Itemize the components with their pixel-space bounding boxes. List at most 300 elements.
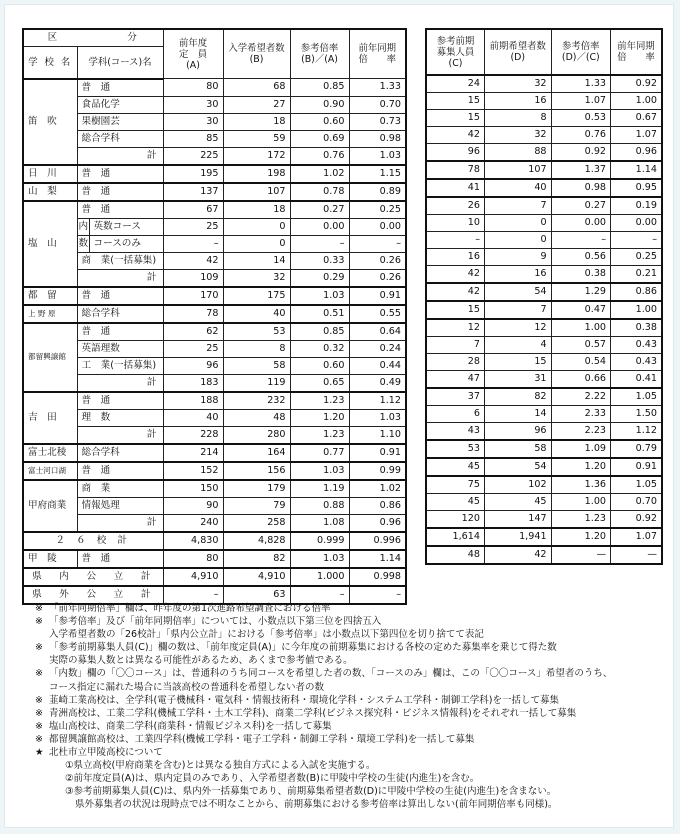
- table-row: [426, 406, 662, 423]
- table-row: [426, 266, 662, 284]
- applicants-b: 48: [223, 409, 290, 426]
- subtotal-label: 計: [77, 374, 163, 392]
- capacity-a: 170: [163, 287, 223, 305]
- capacity-a: 225: [163, 147, 223, 165]
- early-capacity-c: 6: [426, 406, 484, 423]
- header-col-prev-line2: 倍 率: [358, 54, 397, 65]
- prev-ratio: 0.91: [349, 444, 406, 462]
- table-row: [426, 179, 662, 197]
- early-applicants-d: 0: [484, 232, 551, 249]
- prev-ratio: 0.44: [349, 357, 406, 374]
- applicants-b: 119: [223, 374, 290, 392]
- note-text: ②前年度定員(A)は、県内定員のみであり、入学希望者数(B)に甲陵中学校の生徒(内進生)を含む。: [65, 773, 480, 785]
- header-kubun: 区 分: [23, 29, 163, 46]
- ratio-ba: 0.999: [290, 532, 349, 550]
- school-name: 甲 陵: [23, 550, 77, 568]
- header-col-c-line1: 参考前期: [436, 35, 475, 47]
- prev-ratio: 0.996: [349, 532, 406, 550]
- applicants-b: 18: [223, 113, 290, 130]
- capacity-a: 4,910: [163, 568, 223, 586]
- note-mark: ※: [35, 616, 43, 628]
- footnote: [35, 681, 675, 694]
- table-row: [23, 113, 406, 130]
- header-col-d: [484, 29, 551, 75]
- table-row: [426, 161, 662, 179]
- footnotes: [35, 602, 675, 812]
- school-name: 富士北稜: [23, 444, 77, 462]
- early-applicants-d: 107: [484, 161, 551, 179]
- prev-ratio-right: 1.07: [611, 528, 662, 546]
- table-row: [426, 528, 662, 546]
- ratio-dc: 1.00: [551, 319, 611, 337]
- ratio-dc: —: [551, 546, 611, 564]
- prev-ratio-right: 1.05: [611, 476, 662, 494]
- ratio-dc: 2.23: [551, 423, 611, 441]
- ratio-dc: 0.76: [551, 127, 611, 144]
- early-applicants-d: 32: [484, 75, 551, 93]
- table-row: [23, 374, 406, 392]
- footnote: [35, 707, 675, 720]
- ratio-ba: 0.78: [290, 183, 349, 201]
- note-text: 「参考倍率」及び「前年同期倍率」については、小数点以下第三位を四捨五入: [49, 616, 382, 628]
- prev-ratio-right: 1.50: [611, 406, 662, 423]
- note-mark: ※: [35, 668, 43, 680]
- header-col-ratio-dc-line1: 参考倍率: [562, 41, 600, 52]
- early-capacity-c: 48: [426, 546, 484, 564]
- capacity-a: –: [163, 235, 223, 252]
- table-row: [23, 409, 406, 426]
- ratio-ba: –: [290, 586, 349, 604]
- ratio-dc: 0.38: [551, 266, 611, 284]
- school-name: 笛 吹: [23, 79, 77, 165]
- course-name: 普 通: [77, 183, 163, 201]
- table-row: [426, 476, 662, 494]
- early-applicants-d: 4: [484, 337, 551, 354]
- prev-ratio: 1.03: [349, 147, 406, 165]
- table-row: [23, 532, 406, 550]
- applicants-b: 63: [223, 586, 290, 604]
- ratio-dc: 0.98: [551, 179, 611, 197]
- subtotal-label: 計: [77, 426, 163, 444]
- applicants-b: 164: [223, 444, 290, 462]
- applicant-table-right: [425, 28, 663, 565]
- prev-ratio: 1.03: [349, 409, 406, 426]
- ratio-ba: 1.08: [290, 514, 349, 532]
- prev-ratio: 0.86: [349, 497, 406, 514]
- header-col-a-line1: 前年度: [178, 37, 208, 49]
- ratio-dc: 1.20: [551, 458, 611, 476]
- early-capacity-c: 1,614: [426, 528, 484, 546]
- ratio-ba: 0.88: [290, 497, 349, 514]
- table-row: [23, 147, 406, 165]
- header-col-ratio-dc-line2: (D)／(C): [561, 52, 600, 63]
- naisu-marker: 内: [77, 218, 89, 235]
- early-capacity-c: 45: [426, 494, 484, 511]
- capacity-a: 228: [163, 426, 223, 444]
- table-row: [23, 218, 406, 235]
- early-capacity-c: 15: [426, 110, 484, 127]
- ratio-dc: 0.47: [551, 301, 611, 319]
- prev-ratio-right: —: [611, 546, 662, 564]
- prev-ratio-right: 0.95: [611, 179, 662, 197]
- early-applicants-d: 96: [484, 423, 551, 441]
- ratio-dc: –: [551, 232, 611, 249]
- prev-ratio: 0.00: [349, 218, 406, 235]
- footnote: [35, 720, 675, 733]
- note-text: 「参考前期募集人員(C)」欄の数は、「前年度定員(A)」に今年度の前期募集における各校の定めた募集率を乗じて得た数: [49, 642, 557, 654]
- early-capacity-c: 26: [426, 197, 484, 215]
- early-capacity-c: 43: [426, 423, 484, 441]
- table-row: [23, 305, 406, 323]
- ratio-ba: 1.03: [290, 287, 349, 305]
- note-text: 「前年同期倍率」欄は、昨年度の第1次進路希望調査における倍率: [49, 603, 331, 614]
- table-row: [426, 249, 662, 266]
- course-name: 普 通: [77, 165, 163, 183]
- note-text: 入学希望者数の「26校計」「県内公立計」における「参考倍率」は小数点以下第四位を切り捨てて表記: [49, 629, 484, 641]
- prev-ratio-right: 1.07: [611, 127, 662, 144]
- school-name: 上 野 原: [23, 305, 77, 323]
- header-col-b-line1: 入学希望者数: [228, 43, 285, 54]
- capacity-a: 90: [163, 497, 223, 514]
- ratio-dc: 0.54: [551, 354, 611, 371]
- table-row: [23, 323, 406, 341]
- ratio-ba: 0.65: [290, 374, 349, 392]
- prev-ratio: 0.73: [349, 113, 406, 130]
- ratio-dc: 0.27: [551, 197, 611, 215]
- ratio-dc: 1.20: [551, 528, 611, 546]
- table-row: [426, 423, 662, 441]
- ratio-ba: 0.60: [290, 357, 349, 374]
- capacity-a: –: [163, 586, 223, 604]
- table-row: [426, 93, 662, 110]
- note-text: 県外募集者の状況は現時点では不明なことから、前期募集における参考倍率は算出しない(前年同期倍率も同様)。: [75, 799, 558, 811]
- course-name: 普 通: [77, 550, 163, 568]
- table-row: [23, 287, 406, 305]
- table-row: [426, 197, 662, 215]
- early-capacity-c: 42: [426, 266, 484, 284]
- capacity-a: 109: [163, 269, 223, 287]
- ratio-ba: 1.23: [290, 426, 349, 444]
- applicants-b: 40: [223, 305, 290, 323]
- prev-ratio: 0.55: [349, 305, 406, 323]
- note-text: ③参考前期募集人員(C)は、県内外一括募集であり、前期募集希望者数(D)に甲陵中学校の生徒(内進生)を含まない。: [65, 786, 557, 798]
- ratio-dc: 1.33: [551, 75, 611, 93]
- prev-ratio-right: 0.92: [611, 511, 662, 529]
- header-col-ratio: [290, 29, 349, 79]
- early-capacity-c: 78: [426, 161, 484, 179]
- table-row: [23, 165, 406, 183]
- footnote: [35, 759, 675, 772]
- early-capacity-c: 120: [426, 511, 484, 529]
- applicants-b: 258: [223, 514, 290, 532]
- capacity-a: 96: [163, 357, 223, 374]
- subtotal-label: 計: [77, 514, 163, 532]
- ratio-dc: 1.37: [551, 161, 611, 179]
- prev-ratio-right: 1.00: [611, 93, 662, 110]
- course-name: 英語理数: [77, 340, 163, 357]
- prev-ratio: 1.14: [349, 550, 406, 568]
- applicants-b: 4,828: [223, 532, 290, 550]
- prev-ratio-right: 1.05: [611, 388, 662, 406]
- prev-ratio-right: 1.12: [611, 423, 662, 441]
- table-row: [426, 232, 662, 249]
- ratio-dc: 1.00: [551, 494, 611, 511]
- early-capacity-c: 7: [426, 337, 484, 354]
- early-applicants-d: 88: [484, 144, 551, 162]
- table-row: [23, 183, 406, 201]
- note-mark: ※: [35, 694, 43, 706]
- prev-ratio-right: 0.86: [611, 283, 662, 301]
- ratio-ba: 0.00: [290, 218, 349, 235]
- header-col-a: [163, 29, 223, 79]
- header-col-a-line2: 定 員: [178, 48, 208, 60]
- header-col-d-line2: (D): [510, 52, 526, 63]
- ratio-dc: 1.23: [551, 511, 611, 529]
- applicants-b: 232: [223, 392, 290, 410]
- capacity-a: 240: [163, 514, 223, 532]
- prev-ratio: 0.70: [349, 96, 406, 113]
- table-row: [23, 252, 406, 269]
- prev-ratio: 0.91: [349, 287, 406, 305]
- ratio-dc: 1.09: [551, 440, 611, 458]
- applicants-b: 53: [223, 323, 290, 341]
- course-name: 普 通: [77, 201, 163, 219]
- footnote: [35, 641, 675, 654]
- prev-ratio-right: 1.14: [611, 161, 662, 179]
- table-row: [23, 497, 406, 514]
- footnote: [35, 694, 675, 707]
- ratio-dc: 0.66: [551, 371, 611, 389]
- table-row: [426, 337, 662, 354]
- header-col-ratio-dc: [551, 29, 611, 75]
- header-col-b-line2: (B): [249, 54, 264, 65]
- prev-ratio: –: [349, 586, 406, 604]
- ratio-ba: 0.32: [290, 340, 349, 357]
- prev-ratio: 0.24: [349, 340, 406, 357]
- early-applicants-d: 14: [484, 406, 551, 423]
- header-course-name: 学科(コース)名: [77, 46, 163, 78]
- prev-ratio-right: 0.43: [611, 354, 662, 371]
- early-capacity-c: 45: [426, 458, 484, 476]
- note-text: コース指定に漏れた場合に当該高校の普通科を希望しない者の数: [49, 681, 325, 693]
- table-row: [426, 494, 662, 511]
- table-row: [426, 371, 662, 389]
- table-row: [426, 354, 662, 371]
- header-col-a-line3: (A): [186, 59, 200, 71]
- table-row: [23, 130, 406, 147]
- applicants-b: 172: [223, 147, 290, 165]
- note-mark: ※: [35, 642, 43, 654]
- note-mark: ※: [35, 603, 43, 614]
- ratio-dc: 1.36: [551, 476, 611, 494]
- prev-ratio-right: 0.41: [611, 371, 662, 389]
- prev-ratio-right: 0.00: [611, 215, 662, 232]
- capacity-a: 62: [163, 323, 223, 341]
- header-school-name: 学 校 名: [23, 46, 77, 78]
- note-text: 「内数」欄の「〇〇コース」は、普通科のうち同コースを希望した者の数、「コースのみ」欄は、この「〇〇コース」希望者のうち、: [49, 668, 613, 680]
- prev-ratio-right: 0.21: [611, 266, 662, 284]
- early-capacity-c: 10: [426, 215, 484, 232]
- capacity-a: 25: [163, 340, 223, 357]
- applicants-b: 8: [223, 340, 290, 357]
- applicants-b: 280: [223, 426, 290, 444]
- ratio-ba: –: [290, 235, 349, 252]
- prev-ratio: 0.98: [349, 130, 406, 147]
- subtotal-label: 計: [77, 269, 163, 287]
- ratio-ba: 1.20: [290, 409, 349, 426]
- header-col-prev-right-line2: 倍 率: [617, 52, 655, 63]
- table-row: [426, 319, 662, 337]
- header-col-d-line1: 前期希望者数: [489, 41, 546, 52]
- table-row: [426, 144, 662, 162]
- prev-ratio-right: 0.19: [611, 197, 662, 215]
- header-col-ratio-line1: 参考倍率: [300, 43, 339, 54]
- table-row: [23, 357, 406, 374]
- capacity-a: 85: [163, 130, 223, 147]
- course-name: 普 通: [77, 79, 163, 97]
- ratio-dc: 1.29: [551, 283, 611, 301]
- capacity-a: 137: [163, 183, 223, 201]
- ratio-ba: 0.76: [290, 147, 349, 165]
- prev-ratio-right: 0.38: [611, 319, 662, 337]
- note-mark: ※: [35, 707, 43, 719]
- prev-ratio-right: 0.43: [611, 337, 662, 354]
- early-capacity-c: 41: [426, 179, 484, 197]
- capacity-a: 214: [163, 444, 223, 462]
- early-capacity-c: 42: [426, 283, 484, 301]
- prev-ratio: –: [349, 235, 406, 252]
- note-text: ①県立高校(甲府商業を含む)とは異なる独自方式による入試を実施する。: [65, 760, 376, 772]
- ratio-ba: 0.90: [290, 96, 349, 113]
- applicants-b: 14: [223, 252, 290, 269]
- early-applicants-d: 45: [484, 494, 551, 511]
- footnote: [35, 615, 675, 628]
- early-capacity-c: 75: [426, 476, 484, 494]
- early-applicants-d: 7: [484, 301, 551, 319]
- early-applicants-d: 54: [484, 283, 551, 301]
- table-row: [23, 201, 406, 219]
- ratio-ba: 1.000: [290, 568, 349, 586]
- header-col-c: [426, 29, 484, 75]
- prev-ratio: 1.02: [349, 480, 406, 498]
- table-row: [426, 215, 662, 232]
- applicants-b: 179: [223, 480, 290, 498]
- ratio-dc: 0.56: [551, 249, 611, 266]
- prev-ratio: 1.10: [349, 426, 406, 444]
- table-row: [23, 79, 406, 97]
- course-name: 商 業: [77, 480, 163, 498]
- capacity-a: 42: [163, 252, 223, 269]
- footnote: [35, 654, 675, 667]
- ratio-dc: 2.22: [551, 388, 611, 406]
- note-mark: ★: [35, 747, 44, 759]
- note-mark: ※: [35, 733, 43, 745]
- applicants-b: 4,910: [223, 568, 290, 586]
- course-name: 普 通: [77, 462, 163, 480]
- footnote: [35, 667, 675, 680]
- table-row: [23, 392, 406, 410]
- capacity-a: 195: [163, 165, 223, 183]
- early-applicants-d: 32: [484, 127, 551, 144]
- early-applicants-d: 31: [484, 371, 551, 389]
- header-col-prev-line1: 前年同期: [358, 43, 397, 54]
- ratio-dc: 1.07: [551, 93, 611, 110]
- footnote: [35, 746, 675, 759]
- table-row: [23, 96, 406, 113]
- course-name: 理 数: [77, 409, 163, 426]
- total-label: 県 内 公 立 計: [23, 568, 163, 586]
- table-row: [426, 301, 662, 319]
- header-col-b: [223, 29, 290, 79]
- early-capacity-c: 15: [426, 301, 484, 319]
- prev-ratio: 0.26: [349, 269, 406, 287]
- total-label: 県 外 公 立 計: [23, 586, 163, 604]
- prev-ratio: 0.25: [349, 201, 406, 219]
- early-applicants-d: 147: [484, 511, 551, 529]
- prev-ratio: 0.99: [349, 462, 406, 480]
- course-name: 工 業(一括募集): [77, 357, 163, 374]
- document-page: [4, 4, 674, 828]
- early-applicants-d: 54: [484, 458, 551, 476]
- table-row: [23, 480, 406, 498]
- capacity-a: 40: [163, 409, 223, 426]
- ratio-ba: 0.60: [290, 113, 349, 130]
- footnote: [35, 772, 675, 785]
- prev-ratio: 0.49: [349, 374, 406, 392]
- ratio-dc: 0.53: [551, 110, 611, 127]
- footnote: [35, 785, 675, 798]
- ratio-dc: 2.33: [551, 406, 611, 423]
- early-capacity-c: 16: [426, 249, 484, 266]
- applicants-b: 156: [223, 462, 290, 480]
- early-applicants-d: 16: [484, 93, 551, 110]
- table-row: [23, 235, 406, 252]
- prev-ratio: 0.26: [349, 252, 406, 269]
- school-name: 甲府商業: [23, 480, 77, 532]
- table-row: [23, 462, 406, 480]
- applicants-b: 0: [223, 235, 290, 252]
- footnote: [35, 602, 675, 615]
- header-col-c-line3: (C): [448, 57, 463, 69]
- capacity-a: 188: [163, 392, 223, 410]
- prev-ratio-right: 0.67: [611, 110, 662, 127]
- table-row: [23, 269, 406, 287]
- applicants-b: 58: [223, 357, 290, 374]
- table-row: [426, 458, 662, 476]
- note-text: 都留興譲館高校は、工業四学科(機械工学科・電子工学科・制御工学科・環境工学科)を一括して募集: [49, 733, 475, 745]
- prev-ratio-right: 1.00: [611, 301, 662, 319]
- header-col-prev-right: [611, 29, 662, 75]
- ratio-ba: 0.85: [290, 79, 349, 97]
- table-row: [426, 127, 662, 144]
- table-row: [426, 110, 662, 127]
- early-applicants-d: 9: [484, 249, 551, 266]
- ratio-ba: 0.77: [290, 444, 349, 462]
- prev-ratio-right: 0.79: [611, 440, 662, 458]
- table-row: [23, 426, 406, 444]
- note-text: 塩山高校は、商業二学科(商業科・情報ビジネス科)を一括して募集: [49, 720, 332, 732]
- ratio-ba: 0.27: [290, 201, 349, 219]
- applicants-b: 0: [223, 218, 290, 235]
- ratio-ba: 1.19: [290, 480, 349, 498]
- note-text: 北杜市立甲陵高校について: [49, 747, 163, 759]
- course-name: 情報処理: [77, 497, 163, 514]
- header-col-prev-right-line1: 前年同期: [617, 41, 655, 52]
- course-name: 英数コース: [89, 218, 163, 235]
- right-table-body: [426, 75, 662, 564]
- prev-ratio: 0.998: [349, 568, 406, 586]
- early-capacity-c: 24: [426, 75, 484, 93]
